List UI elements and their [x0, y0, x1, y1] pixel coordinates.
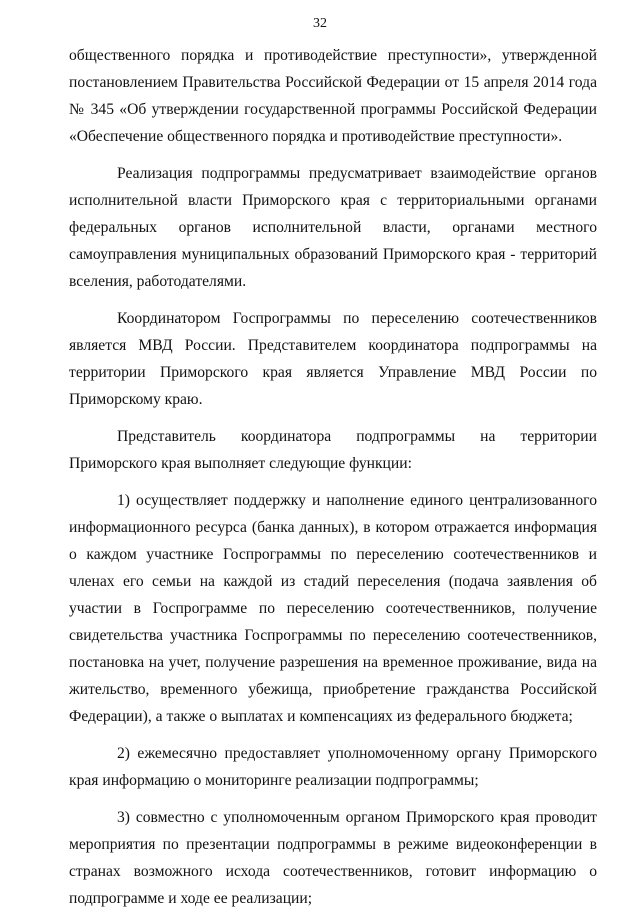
- list-item-function-2: 2) ежемесячно предоставляет уполномоченному органу Приморского края информацию о мониторинге реализации подпрограммы;: [69, 745, 597, 789]
- document-body: [69, 42, 597, 922]
- list-item-function-3: 3) совместно с уполномоченным органом Приморского края проводит мероприятия по презентации подпрограммы в режиме видеоконференции в странах возможного исхода соотечественников, готовит информацию о подпрограмме и ходе ее реализации;: [69, 809, 597, 907]
- paragraph-functions-intro: Представитель координатора подпрограммы на территории Приморского края выполняет следующие функции:: [69, 428, 597, 472]
- paragraph-implementation: Реализация подпрограммы предусматривает взаимодействие органов исполнительной власти Приморского края с территориальными органами федеральных органов исполнительной власти, органами местного самоуправления муниципальных образований Приморского края - территорий вселения, работодателями.: [69, 165, 597, 290]
- page-number: 32: [313, 16, 327, 31]
- paragraph-coordinator: Координатором Госпрограммы по переселению соотечественников является МВД России. Представителем координатора подпрограммы на территории Приморского края является Управление МВД России по Приморскому краю.: [69, 310, 597, 408]
- list-item-function-1: 1) осуществляет поддержку и наполнение единого централизованного информационного ресурса (банка данных), в котором отражается информация о каждом участнике Госпрограммы по переселению соотечественников и членах его семьи на каждой из стадий переселения (подача заявления об участии в Госпрограмме по переселению соотечественников, получение свидетельства участника Госпрограммы по переселению соотечественников, постановка на учет, получение разрешения на временное проживание, вида на жительство, временного убежища, приобретение гражданства Российской Федерации), а также о выплатах и компенсациях из федерального бюджета;: [69, 492, 597, 725]
- paragraph-continuation: общественного порядка и противодействие преступности», утвержденной постановлением Правительства Российской Федерации от 15 апреля 2014 года № 345 «Об утверждении государственной программы Российской Федерации «Обеспечение общественного порядка и противодействие преступности».: [69, 47, 597, 145]
